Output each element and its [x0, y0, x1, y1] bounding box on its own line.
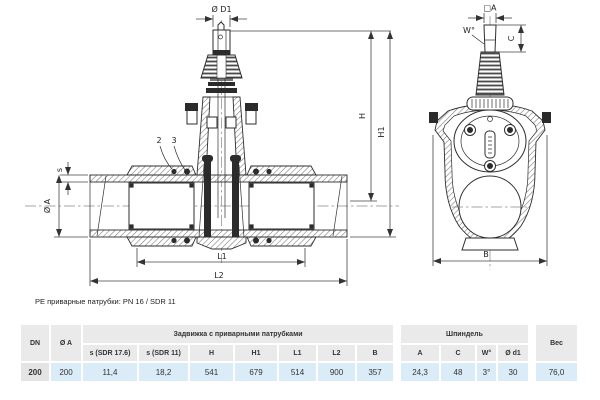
- brand-tag: [485, 131, 495, 158]
- col-header-weight: Вес: [536, 325, 577, 361]
- subheader-b: B: [357, 345, 393, 361]
- cell-h1: 679: [235, 363, 277, 381]
- dim-label-da: Ø A: [43, 198, 52, 214]
- cell-weight: 76,0: [536, 363, 577, 381]
- cell-s-sdr11: 18,2: [139, 363, 188, 381]
- col-header-dn: DN: [21, 325, 49, 361]
- dim-label-square-a: □A: [483, 3, 497, 13]
- dim-label-w: W°: [463, 26, 475, 35]
- subheader-h1: H1: [235, 345, 277, 361]
- dim-label-l2: L2: [214, 271, 224, 280]
- side-view: [429, 4, 551, 271]
- side-bolt: [542, 112, 551, 123]
- pipe-top-wall: [90, 175, 347, 182]
- col-header-da: Ø A: [51, 325, 81, 361]
- subheader-l2: L2: [318, 345, 355, 361]
- subheader-w: W°: [477, 345, 496, 361]
- cell-h: 541: [190, 363, 233, 381]
- cell-d1: 30: [498, 363, 528, 381]
- bonnet-bolt: [246, 110, 256, 124]
- body-bottom: [197, 237, 246, 249]
- left-spigot-sleeve: [129, 183, 194, 229]
- group-header-valve: Задвижка с приварными патрубками: [83, 325, 393, 343]
- cell-s-sdr176: 11,4: [83, 363, 137, 381]
- front-view: [25, 4, 399, 286]
- cell-a: 24,3: [401, 363, 439, 381]
- subheader-a: A: [401, 345, 439, 361]
- subheader-c: C: [441, 345, 475, 361]
- cell-w: 3°: [477, 363, 496, 381]
- part-label-3: 3: [171, 136, 177, 145]
- body-foot: [462, 238, 518, 250]
- cell-c: 48: [441, 363, 475, 381]
- dim-label-l1: L1: [217, 252, 227, 261]
- subheader-h: H: [190, 345, 233, 361]
- subheader-d1: Ø d1: [498, 345, 528, 361]
- stem-square: [484, 25, 496, 52]
- subheader-l1: L1: [279, 345, 316, 361]
- cell-l2: 900: [318, 363, 355, 381]
- dim-label-b: B: [483, 250, 489, 259]
- bonnet-bolt: [187, 110, 197, 124]
- wedge-guide: [204, 160, 211, 240]
- drawing-caption: PE приварные патрубки: PN 16 / SDR 11: [35, 297, 176, 306]
- subheader-s-sdr11: s (SDR 11): [139, 345, 188, 361]
- dim-label-d1: Ø D1: [211, 5, 232, 14]
- part-label-2: 2: [156, 136, 162, 145]
- dim-label-c: C: [507, 35, 516, 42]
- side-stem-bellows: [476, 52, 504, 95]
- dim-label-h: H: [358, 112, 367, 120]
- seal-ring: [171, 169, 176, 174]
- side-bolt: [429, 112, 438, 123]
- dim-label-s: s: [55, 167, 64, 173]
- cell-da: 200: [51, 363, 81, 381]
- spec-table: [21, 325, 577, 381]
- group-header-spindle: Шпиндель: [401, 325, 528, 343]
- subheader-s-sdr176: s (SDR 17.6): [83, 345, 137, 361]
- right-spigot-sleeve: [249, 183, 314, 229]
- cell-dn: 200: [21, 363, 49, 381]
- knurled-collar: [467, 97, 513, 110]
- dim-label-h1: H1: [377, 126, 386, 138]
- cell-b: 357: [357, 363, 393, 381]
- cell-l1: 514: [279, 363, 316, 381]
- pipe-bottom-wall: [90, 230, 347, 237]
